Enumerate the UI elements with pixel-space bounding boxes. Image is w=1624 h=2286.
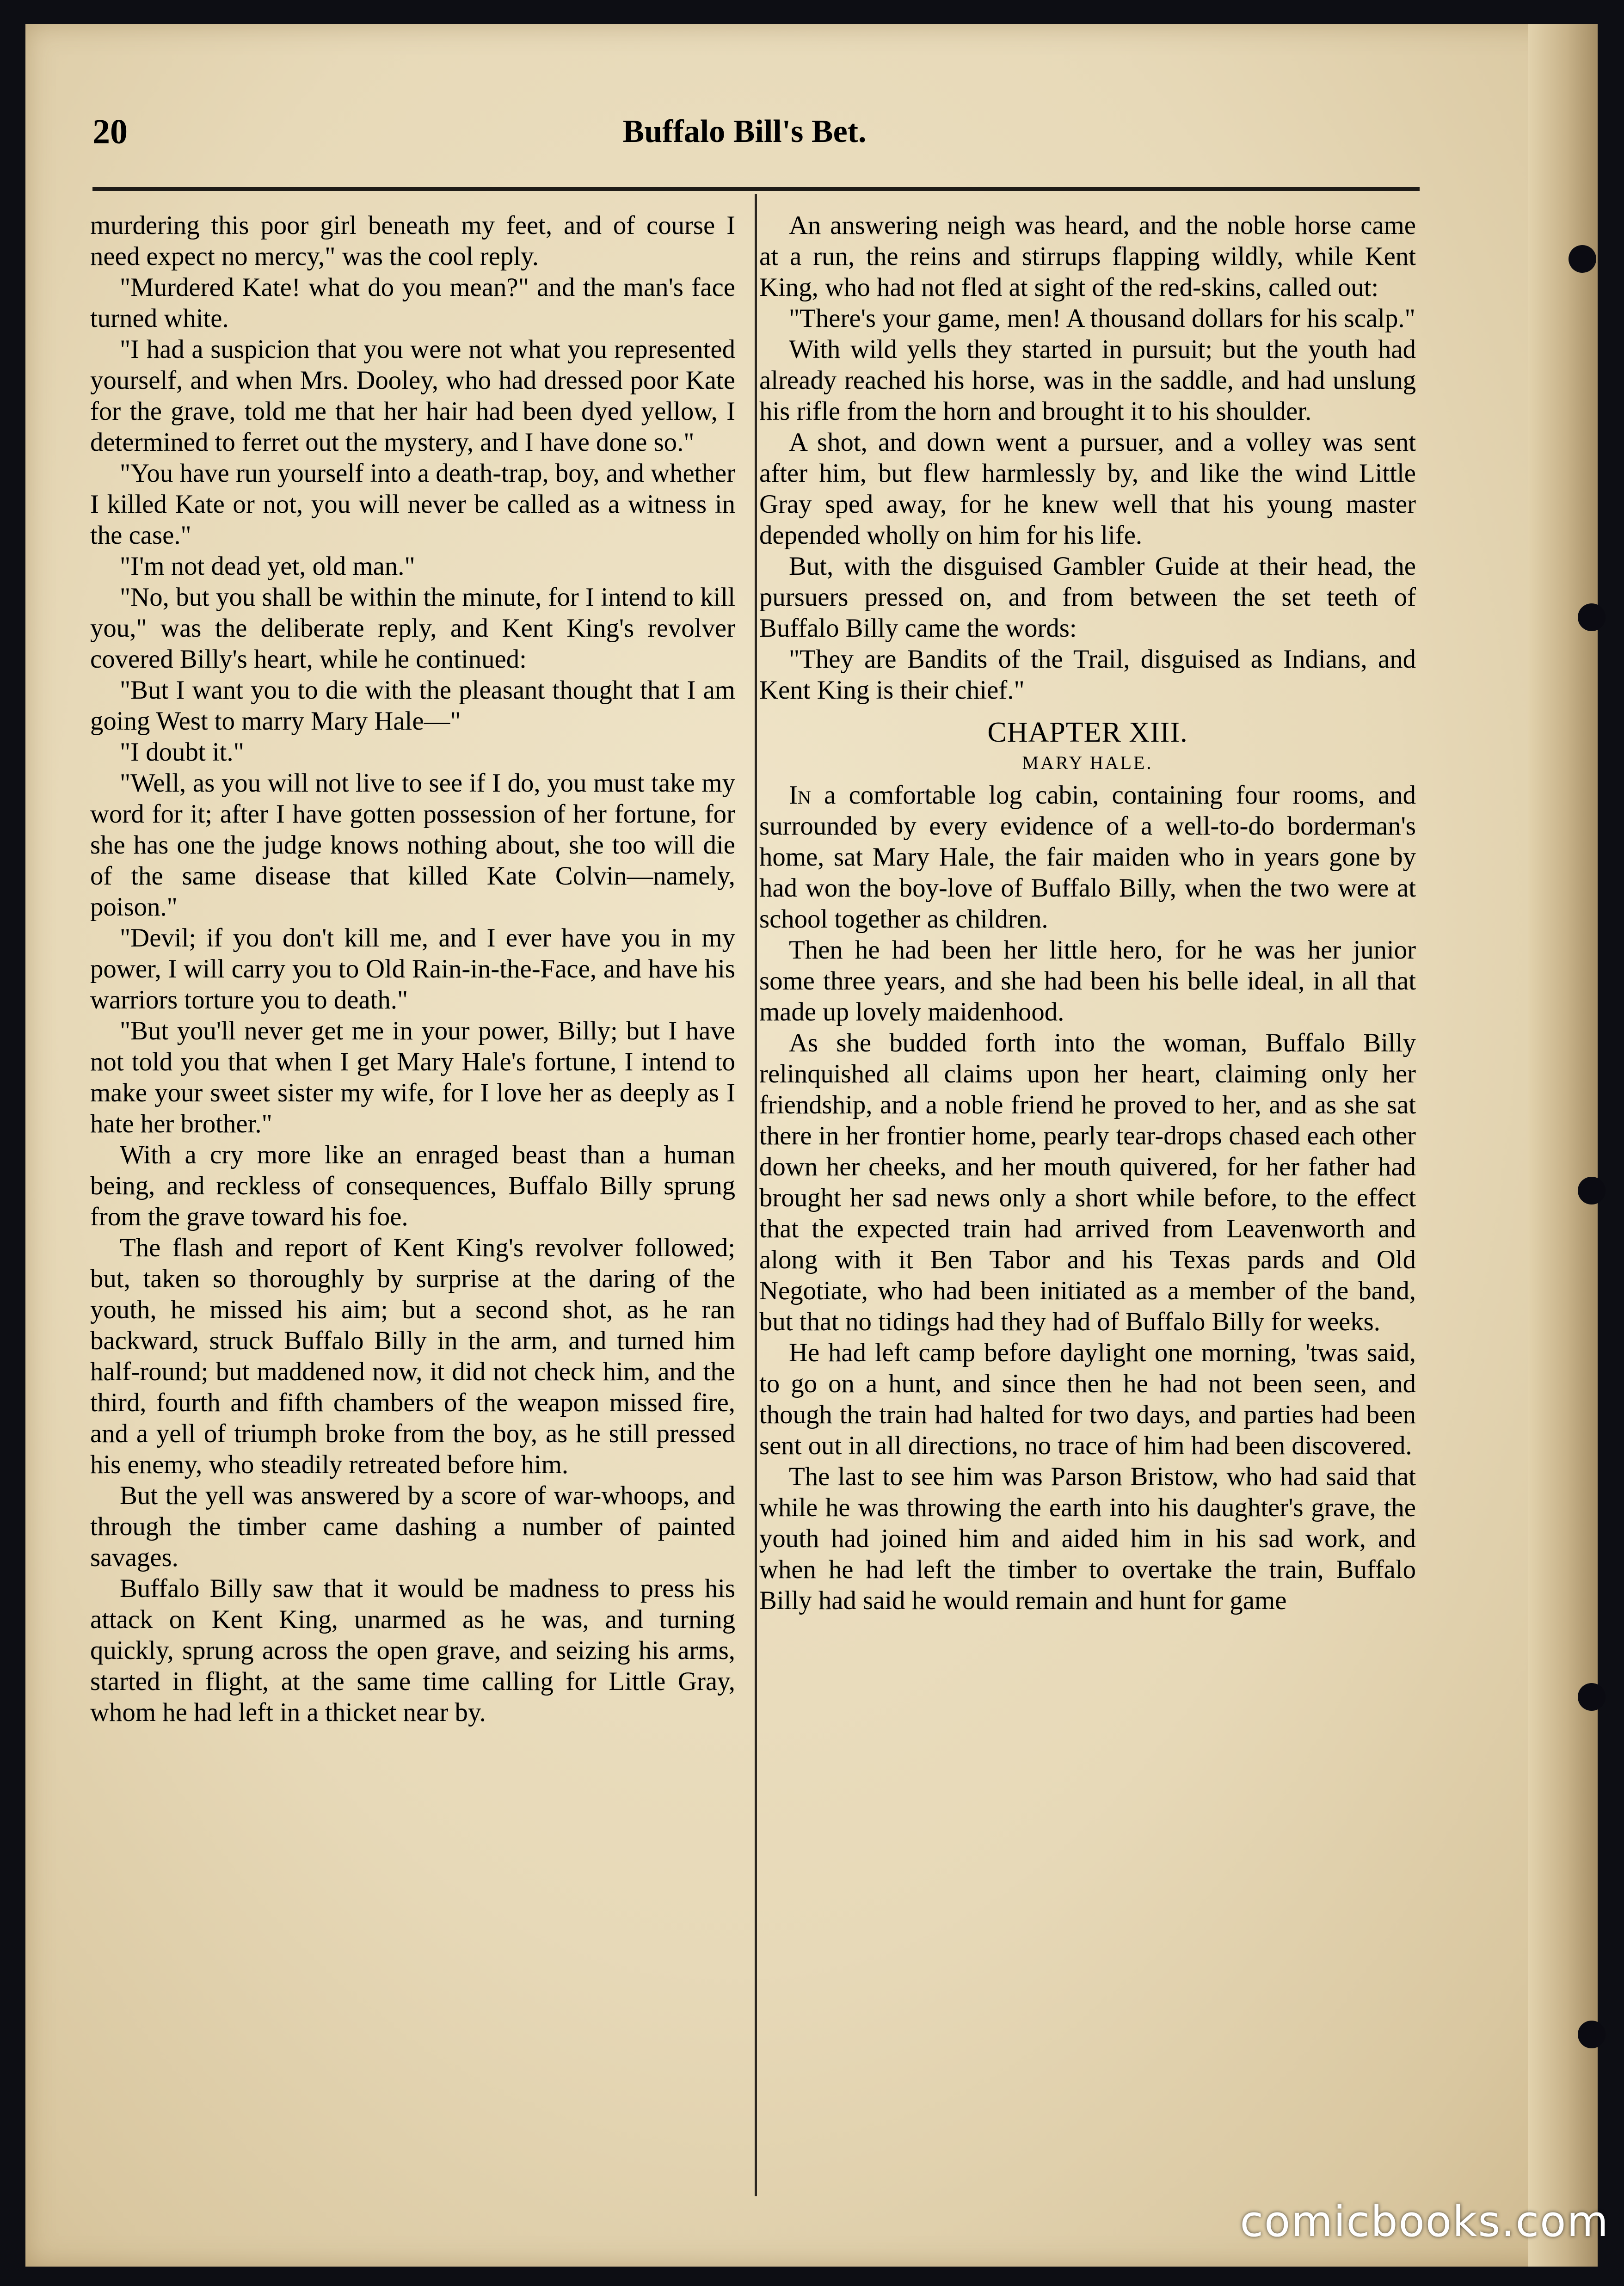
- chapter-opening-paragraph: [759, 780, 1416, 934]
- paragraph: As she budded forth into the woman, Buffalo Billy relinquished all claims upon her heart, claiming only her friendship, and a noble friend he proved to her, and as she sat there in her frontier home, pearly tear-drops chased each other down her cheeks, and her mouth quivered, for her father had brought her sad news only a short while before, to the effect that the expected train had arrived from Leavenworth and along with it Ben Tabor and his Texas pards and Old Negotiate, who had been initiated as a member of the band, but that no tidings had they had of Buffalo Billy for weeks.: [759, 1028, 1416, 1336]
- chapter-opening-text: a comfortable log cabin, containing four rooms, and surrounded by every evidence of a well-to-do borderman's home, sat Mary Hale, the fair maiden who in years gone by had won the boy-love of Buffalo Billy, when the two were at school together as children.: [759, 780, 1416, 934]
- paragraph: "There's your game, men! A thousand dollars for his scalp.": [789, 304, 1415, 333]
- paragraph: "But I want you to die with the pleasant thought that I am going West to marry Mary Hale—": [90, 676, 735, 736]
- paragraph: A shot, and down went a pursuer, and a volley was sent after him, but flew harmlessly by, and like the wind Little Gray sped away, for he knew well that his young master depended wholly on him for his life.: [759, 428, 1416, 550]
- paragraph: He had left camp before daylight one morning, 'twas said, to go on a hunt, and since then he had not been seen, and though the train had halted for two days, and parties had been sent out in all directions, no trace of him had been discovered.: [759, 1338, 1416, 1460]
- page-number: 20: [92, 112, 128, 151]
- chapter-opening-word: In: [789, 780, 811, 810]
- paragraph: With a cry more like an enraged beast than a human being, and reckless of consequences, Buffalo Billy sprung from the grave toward his foe.: [90, 1140, 735, 1231]
- paragraph: "Murdered Kate! what do you mean?" and the man's face turned white.: [90, 273, 735, 333]
- chapter-subtitle: MARY HALE.: [1022, 752, 1153, 773]
- paragraph: An answering neigh was heard, and the noble horse came at a run, the reins and stirrups flapping wildly, while Kent King, who had not fled at sight of the red-skins, called out:: [759, 211, 1416, 302]
- binding-hole: [1578, 2021, 1606, 2048]
- paragraph: "Devil; if you don't kill me, and I ever have you in my power, I will carry you to Old Rain-in-the-Face, and have his warriors torture you to death.": [90, 923, 735, 1014]
- paragraph: "They are Bandits of the Trail, disguised as Indians, and Kent King is their chief.": [759, 645, 1416, 705]
- running-title: Buffalo Bill's Bet.: [622, 114, 867, 149]
- column-divider: [755, 194, 757, 2196]
- binding-hole: [1578, 1177, 1606, 1204]
- paragraph: "I doubt it.": [120, 737, 244, 767]
- paragraph: The flash and report of Kent King's revolver followed; but, taken so thoroughly by surprise at the daring of the youth, he missed his aim; but a second shot, as he ran backward, struck Buffalo Billy in the arm, and turned him half-round; but maddened now, it did not check him, and the third, fourth and fifth chambers of the weapon missed fire, and a yell of triumph broke from the boy, as he still pressed his enemy, who steadily retreated before him.: [90, 1233, 735, 1479]
- paragraph: "I had a suspicion that you were not what you represented yourself, and when Mrs. Dooley, who had dressed poor Kate for the grave, told me that her hair had been dyed yellow, I determined to ferret out the mystery, and I have done so.": [90, 335, 735, 457]
- right-column: [759, 210, 1416, 1616]
- header-rule: [92, 187, 1420, 191]
- binding-hole: [1569, 245, 1596, 273]
- paragraph: "But you'll never get me in your power, Billy; but I have not told you that when I get Mary Hale's fortune, I intend to make your sweet sister my wife, for I love her as deeply as I hate her brother.": [90, 1016, 735, 1138]
- left-column: [90, 210, 735, 1728]
- binding-hole: [1578, 603, 1606, 631]
- paragraph: Buffalo Billy saw that it would be madness to press his attack on Kent King, unarmed as he was, and turning quickly, sprung across the open grave, and seizing his arms, started in flight, at the same time calling for Little Gray, whom he had left in a thicket near by.: [90, 1574, 735, 1727]
- paragraph: "You have run yourself into a death-trap, boy, and whether I killed Kate or not, you will never be called as a witness in the case.": [90, 459, 735, 550]
- paragraph: With wild yells they started in pursuit; but the youth had already reached his horse, was in the saddle, and had unslung his rifle from the horn and brought it to his shoulder.: [759, 335, 1416, 426]
- page-header: [69, 106, 1420, 157]
- binding-hole: [1578, 1683, 1606, 1711]
- watermark: comicbooks.com: [1240, 2197, 1609, 2246]
- chapter-title: CHAPTER XIII.: [987, 717, 1188, 748]
- paragraph: murdering this poor girl beneath my feet, and of course I need expect no mercy," was the cool reply.: [90, 211, 735, 271]
- paragraph: But the yell was answered by a score of war-whoops, and through the timber came dashing a number of painted savages.: [90, 1481, 735, 1572]
- paragraph: But, with the disguised Gambler Guide at their head, the pursuers pressed on, and from between the set teeth of Buffalo Billy came the words:: [759, 552, 1416, 643]
- page-gutter: [1528, 24, 1598, 2267]
- paragraph: Then he had been her little hero, for he was her junior some three years, and she had been his belle ideal, in all that made up lovely maidenhood.: [759, 935, 1416, 1026]
- paragraph: "Well, as you will not live to see if I do, you must take my word for it; after I have gotten possession of her fortune, for she has one the judge knows nothing about, she too will die of the same disease that killed Kate Colvin—namely, poison.": [90, 768, 735, 922]
- paragraph: "No, but you shall be within the minute, for I intend to kill you," was the deliberate reply, and Kent King's revolver covered Billy's heart, while he continued:: [90, 583, 735, 674]
- paragraph: The last to see him was Parson Bristow, who had said that while he was throwing the earth into his daughter's grave, the youth had joined him and aided him in his sad work, and when he had left the timber to overtake the train, Buffalo Billy had said he would remain and hunt for game: [759, 1462, 1416, 1615]
- paragraph: "I'm not dead yet, old man.": [120, 552, 415, 581]
